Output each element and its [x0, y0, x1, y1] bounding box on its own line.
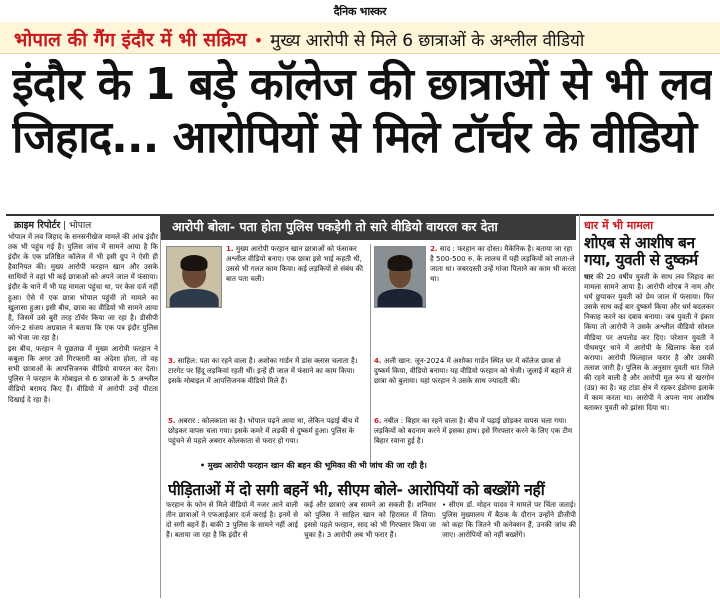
headline-line-1: इंदौर के 1 बड़े कॉलेज की छात्राओं से भी लव [12, 59, 712, 110]
accused-text-6: नबील : बिहार का रहने वाला है। बीच में पढ़ाई छोड़कर वापस चला गया। लड़कियों को बदनाम करने में इसका हाथ। इसे गिरफ्तार करने के लिए एक टीम बिहार रवाना हुई है। [374, 416, 573, 446]
accused-entry-5 [168, 416, 368, 466]
accused-number-6: 6. [374, 416, 382, 425]
accused-number-5: 5. [168, 416, 176, 425]
accused-text-5: अबरार : कोलकाता का है। भोपाल पढ़ने आया था, लेकिन पढ़ाई बीच में छोड़कर वापस चला गया। इसके कमरे में लड़की से दुष्कर्म हुआ। पुलिस के पहुंचने से पहले अबरार कोलकाता से फरार हो गया। [168, 416, 359, 446]
right-dateline: धार [584, 272, 594, 281]
headline-line-2: जिहाद... आरोपियों से मिले टॉर्चर के वीडियो [12, 112, 697, 163]
accused-photo-2 [374, 246, 426, 308]
accused-entry-2 [430, 244, 576, 336]
accused-grid [162, 244, 578, 474]
quote-banner: आरोपी बोला- पता होता पुलिस पकड़ेगी तो सारे वीडियो वायरल कर देता [160, 214, 576, 240]
accused-entry-1 [226, 244, 366, 336]
accused-entry-4 [374, 356, 576, 404]
topbar-kicker [0, 22, 720, 54]
kicker-red: भोपाल की गैंग इंदौर में भी सक्रिय [14, 29, 247, 51]
kicker-separator: • [253, 31, 264, 50]
grid-divider [370, 244, 371, 466]
byline-city: भोपाल [69, 221, 92, 231]
accused-number-2: 2. [430, 244, 438, 253]
right-body-text: की 20 वर्षीय युवती के साथ लव जिहाद का मामला सामने आया है। आरोपी शोएब ने नाम और धर्म छुपाकर युवती को प्रेम जाल में फंसाया। फिर उसके साथ कई बार दुष्कर्म किया और धर्म बदलकर निकाह करने का दबाव बनाया। जब युवती ने इंकार किया तो आरोपी ने उसके अश्लील वीडियो सोशल मीडिया पर अपलोड कर दिए। परेशान युवती ने पीथमपुर थाने में आरोपी के खिलाफ केस दर्ज कराया। आरोपी फिलहाल फरार है और उसकी तलाश जारी है। पुलिस के अनुसार युवती धार जिले की रहने वाली है और आरोपी मूल रूप से खरगोन (उप्र) का है। वह टांडा क्षेत्र में रहकर इंडोरमा इलाके में काम करता था। आरोपी ने अपना नाम आशीष बताकर युवती को झांसा दिया था। [584, 272, 714, 413]
accused-entry-6 [374, 416, 576, 466]
byline [14, 218, 91, 231]
accused-number-1: 1. [226, 244, 234, 253]
byline-divider: | [63, 221, 70, 231]
bottom-col-2: कई और छात्राएं अब सामने आ सकती हैं। शनिवार को पुलिस ने साहिल खान को हिरासत में लिया। इससे पहले फरहान, साद को भी गिरफ्तार किया जा चुका है। 3 आरोपी अब भी फरार हैं। [304, 500, 436, 540]
right-column [584, 214, 714, 598]
kicker-subtext: मुख्य आरोपी से मिले 6 छात्राओं के अश्लील वीडियो [270, 31, 585, 51]
newspaper-name: दैनिक भास्कर [333, 5, 387, 18]
column-divider-left [160, 232, 161, 598]
right-kicker: धार में भी मामला [584, 219, 654, 232]
column-divider-right [579, 214, 580, 598]
bottom-col-3: • सीएम डॉ. मोहन यादव ने मामले पर चिंता जताई। पुलिस मुख्यालय में बैठक के दौरान उन्होंने डीजीपी को कहा कि जितने भी कनेक्शन हैं, उनकी जांच की जाए। आरोपियों को नहीं बख्शेंगे। [442, 500, 576, 540]
accused-number-3: 3. [168, 356, 176, 365]
main-headline [12, 58, 712, 164]
accused-entry-3 [168, 356, 368, 404]
accused-photo-1 [166, 246, 222, 308]
accused-text-2: साद : फरहान का दोस्त। मैकेनिक है। बताया जा रहा है 500-500 रु. के लालच में यही लड़कियों को लाता-ले जाता था। जबरदस्ती उन्हें गांजा पिलाने का काम भी करता था। [430, 244, 576, 284]
accused-text-1: मुख्य आरोपी फरहान खान छात्राओं को फंसाकर अश्लील वीडियो बनाए। एक छात्रा इसे भाई कहती थी, उससे भी गलत काम किया। कई लड़कियों से संबंध की बात पता चली। [226, 244, 363, 284]
left-para-1: भोपाल में लव जिहाद के सनसनीखेज मामले की आंच इंदौर तक भी पहुंच गई है। पुलिस जांच में सामने आया है कि इंदौर के एक प्रतिष्ठित कॉलेज में भी इसी ग्रुप ने ऐसी ही हैवानियत की। मुख्य आरोपी फरहान खान और उसके साथियों ने वहां भी कई छात्राओं को अपने जाल में फंसाया। इंदौर के थाने में भी यह मामला पहुंचा था, पर केस दर्ज नहीं हुआ। ऐसे में एक छात्रा भोपाल पहुंची तो मामले का खुलासा हुआ। इसी बीच, छात्रा का वीडियो भी सामने आया है, जिसमें उसे बुरी तरह टॉर्चर किया जा रहा है। डीसीपी जोन-2 संजय अग्रवाल ने बताया कि एक पत्र इंदौर पुलिस को भेजा जा रहा है। [8, 232, 158, 342]
byline-reporter: क्राइम रिपोर्टर [14, 220, 61, 231]
sister-role-note: • मुख्य आरोपी फरहान खान की बहन की भूमिका की भी जांच की जा रही है। [200, 461, 427, 470]
bottom-col-1: फरहान के फोन से मिले वीडियो में नजर आने वाली तीन छात्राओं ने एफआईआर दर्ज कराई है। इनमें से दो सगी बहनें हैं। बाकी 3 पुलिस के सामने नहीं आई हैं। बताया जा रहा है कि इंदौर से [166, 500, 298, 540]
left-para-2: इस बीच, फरहान ने पूछताछ में मुख्य आरोपी फरहान ने कबूला कि अगर उसे गिरफ्तारी का अंदेशा होता, तो वह सभी छात्राओं के आपत्तिजनक वीडियो वायरल कर देता। पुलिस ने फरहान के मोबाइल से 6 छात्राओं के 5 अश्लील वीडियो बरामद किए हैं। वीडियो में आरोपी उन्हें पीटता दिखाई दे रहा है। [8, 344, 158, 404]
accused-text-3: साहिल: पता का रहने वाला है। अशोका गार्डन में डांस क्लास चलाता है। टारगेट पर हिंदू लड़कियां रहती थीं। इन्हें ही जाल में फंसाने का काम किया। इसके मोबाइल में आपत्तिजनक वीडियो मिले हैं। [168, 356, 358, 386]
left-column [8, 232, 158, 598]
right-headline: शोएब से आशीष बन गया, युवती से दुष्कर्म [584, 234, 698, 269]
accused-text-4: अली खान: जून-2024 में अशोका गार्डन स्थित घर में कॉलेज छात्रा से दुष्कर्म किया, वीडियो बनाया। यह वीडियो फरहान को भेजी। जुलाई में बहाने से छात्रा को बुलाया। यहां फरहान ने उसके साथ ज्यादती की। [374, 356, 572, 386]
victims-subheadline: पीड़िताओं में दो सगी बहनें भी, सीएम बोले- आरोपियों को बख्शेंगे नहीं [168, 481, 545, 499]
masthead [0, 0, 720, 24]
right-body [584, 272, 714, 413]
accused-number-4: 4. [374, 356, 382, 365]
